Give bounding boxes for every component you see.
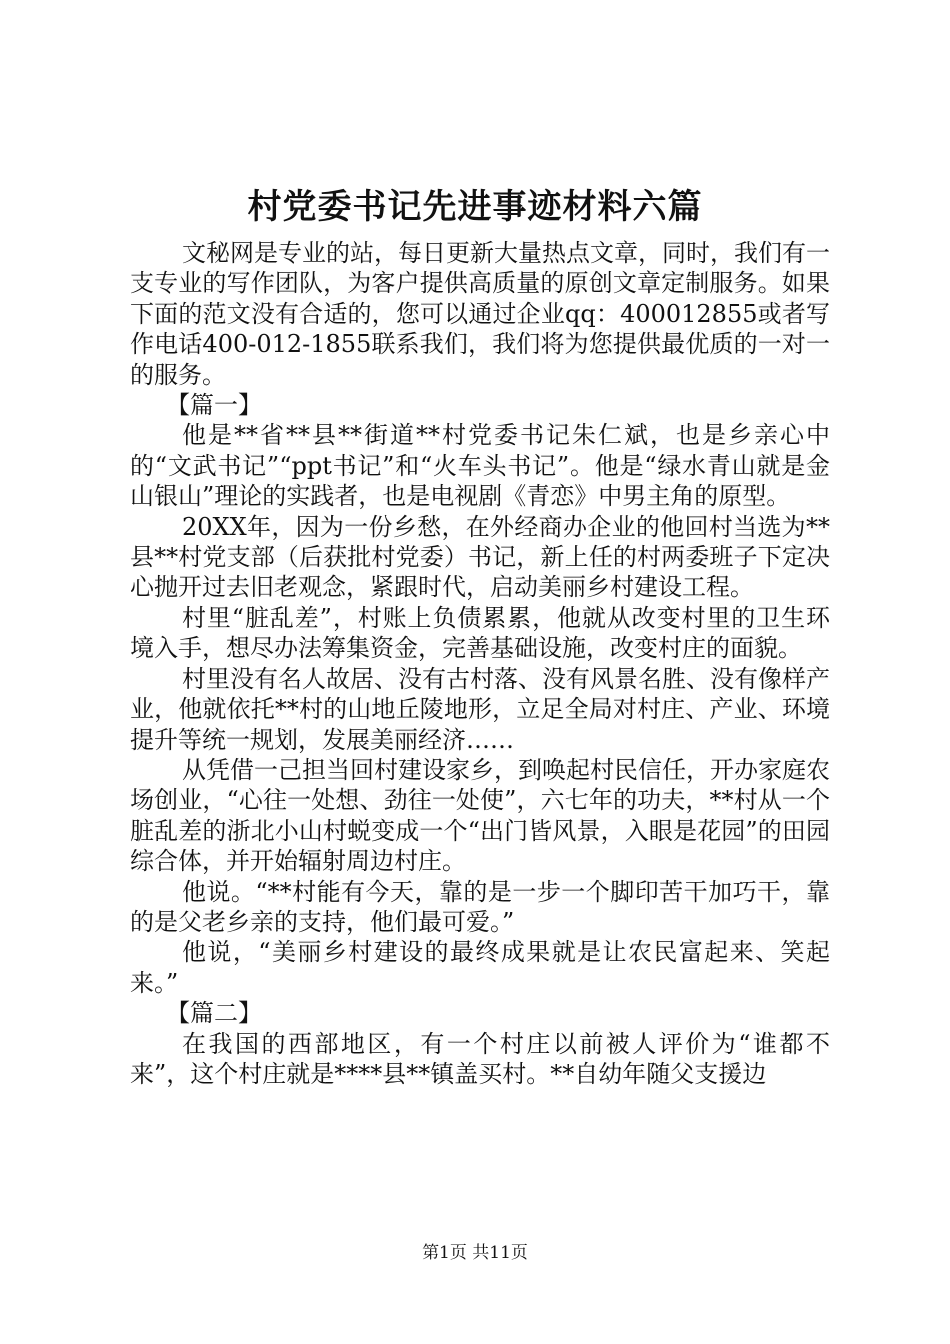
document-body [130, 238, 830, 1089]
paragraph: 从凭借一己担当回村建设家乡，到唤起村民信任，开办家庭农场创业，“心往一处想、劲往一处使”，六七年的功夫，**村从一个脏乱差的浙北小山村蜕变成一个“出门皆风景，入眼是花园”的田园综合体，并开始辐射周边村庄。 [130, 755, 830, 876]
paragraph: 村里“脏乱差”，村账上负债累累，他就从改变村里的卫生环境入手，想尽办法筹集资金，完善基础设施，改变村庄的面貌。 [130, 603, 830, 663]
paragraph: 村里没有名人故居、没有古村落、没有风景名胜、没有像样产业，他就依托**村的山地丘陵地形，立足全局对村庄、产业、环境提升等统一规划，发展美丽经济…… [130, 664, 830, 754]
intro-paragraph: 文秘网是专业的站，每日更新大量热点文章，同时，我们有一支专业的写作团队，为客户提供高质量的原创文章定制服务。如果下面的范文没有合适的，您可以通过企业qq：400012855或者写作电话400-012-1855联系我们，我们将为您提供最优质的一对一的服务。 [130, 239, 830, 389]
paragraph: 在我国的西部地区，有一个村庄以前被人评价为“谁都不来”，这个村庄就是****县**镇盖买村。**自幼年随父支援边 [130, 1029, 830, 1088]
section-heading-1: 【篇一】 [166, 391, 262, 420]
paragraph: 他说，“美丽乡村建设的最终成果就是让农民富起来、笑起来。” [130, 938, 830, 997]
document-title: 村党委书记先进事迹材料六篇 [247, 187, 703, 227]
paragraph: 他是**省**县**街道**村党委书记朱仁斌，也是乡亲心中的“文武书记”“ppt书记”和“火车头书记”。他是“绿水青山就是金山银山”理论的实践者，也是电视剧《青恋》中男主角的原型。 [130, 421, 830, 511]
paragraph: 他说。“**村能有今天，靠的是一步一个脚印苦干加巧干，靠的是父老乡亲的支持，他们最可爱。” [130, 877, 830, 936]
page-footer: 第1页 共11页 [422, 1243, 528, 1263]
section-heading-2: 【篇二】 [166, 999, 262, 1028]
paragraph: 20XX年，因为一份乡愁，在外经商办企业的他回村当选为**县**村党支部（后获批村党委）书记，新上任的村两委班子下定决心抛开过去旧老观念，紧跟时代，启动美丽乡村建设工程。 [130, 512, 830, 602]
